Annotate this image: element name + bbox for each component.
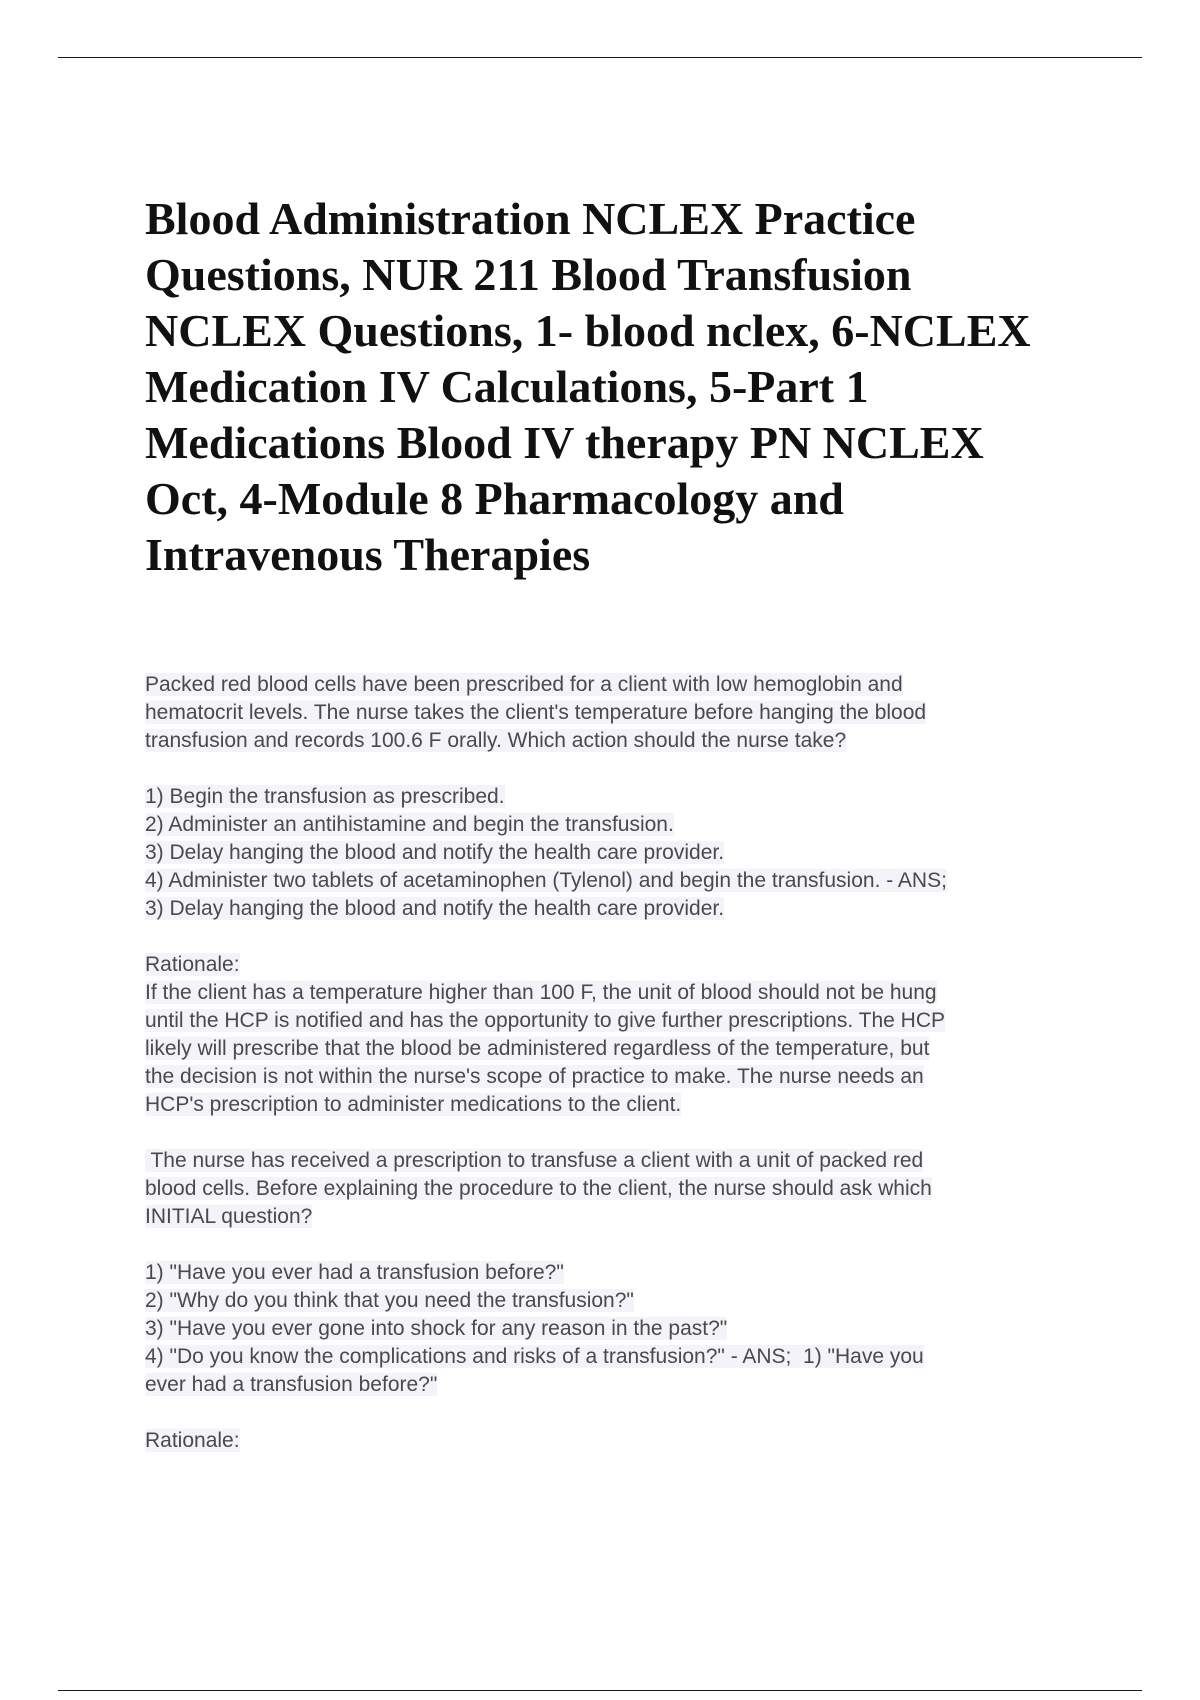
question-2 xyxy=(145,1147,1075,1455)
rationale-label: Rationale: xyxy=(145,953,240,976)
question-1-rationale xyxy=(145,979,1075,1119)
option-line: 3) "Have you ever gone into shock for any reason in the past?" xyxy=(145,1317,728,1340)
answer-line: ever had a transfusion before?" xyxy=(145,1373,438,1396)
top-rule xyxy=(58,57,1142,58)
title-line: Medication IV Calculations, 5-Part 1 xyxy=(145,361,869,412)
rationale-line: If the client has a temperature higher than 100 F, the unit of blood should not be hung xyxy=(145,981,937,1004)
option-line: 1) Begin the transfusion as prescribed. xyxy=(145,785,505,808)
option-line: 1) "Have you ever had a transfusion before?" xyxy=(145,1261,564,1284)
stem-line: blood cells. Before explaining the procedure to the client, the nurse should ask which xyxy=(145,1177,932,1200)
stem-line: Packed red blood cells have been prescribed for a client with low hemoglobin and xyxy=(145,673,903,696)
bottom-rule xyxy=(58,1690,1142,1691)
question-1 xyxy=(145,671,1075,1119)
document-title xyxy=(145,191,1085,583)
title-line: Intravenous Therapies xyxy=(145,529,591,580)
answer-line: 3) Delay hanging the blood and notify the health care provider. xyxy=(145,897,725,920)
stem-line: hematocrit levels. The nurse takes the client's temperature before hanging the blood xyxy=(145,701,927,724)
option-line: 2) Administer an antihistamine and begin the transfusion. xyxy=(145,813,674,836)
option-line: 4) Administer two tablets of acetaminophen (Tylenol) and begin the transfusion. - ANS; xyxy=(145,869,947,892)
rationale-line: until the HCP is notified and has the opportunity to give further prescriptions. The HCP xyxy=(145,1009,945,1032)
rationale-line: the decision is not within the nurse's scope of practice to make. The nurse needs an xyxy=(145,1065,924,1088)
title-line: Oct, 4-Module 8 Pharmacology and xyxy=(145,473,844,524)
title-line: NCLEX Questions, 1- blood nclex, 6-NCLEX xyxy=(145,305,1031,356)
question-1-options xyxy=(145,783,1075,923)
document-body xyxy=(145,671,1075,1455)
question-1-stem xyxy=(145,671,1075,755)
question-2-options xyxy=(145,1259,1075,1399)
title-line: Blood Administration NCLEX Practice xyxy=(145,193,916,244)
question-2-stem xyxy=(145,1147,1075,1231)
rationale-line: likely will prescribe that the blood be administered regardless of the temperature, but xyxy=(145,1037,930,1060)
title-line: Questions, NUR 211 Blood Transfusion xyxy=(145,249,912,300)
option-line: 4) "Do you know the complications and risks of a transfusion?" - ANS; 1) "Have you xyxy=(145,1345,924,1368)
stem-line: INITIAL question? xyxy=(145,1205,313,1228)
option-line: 2) "Why do you think that you need the transfusion?" xyxy=(145,1289,634,1312)
stem-line: The nurse has received a prescription to transfuse a client with a unit of packed red xyxy=(145,1149,924,1172)
title-line: Medications Blood IV therapy PN NCLEX xyxy=(145,417,984,468)
rationale-line: HCP's prescription to administer medications to the client. xyxy=(145,1093,682,1116)
option-line: 3) Delay hanging the blood and notify the health care provider. xyxy=(145,841,725,864)
stem-line: transfusion and records 100.6 F orally. Which action should the nurse take? xyxy=(145,729,847,752)
rationale-label: Rationale: xyxy=(145,1429,240,1452)
